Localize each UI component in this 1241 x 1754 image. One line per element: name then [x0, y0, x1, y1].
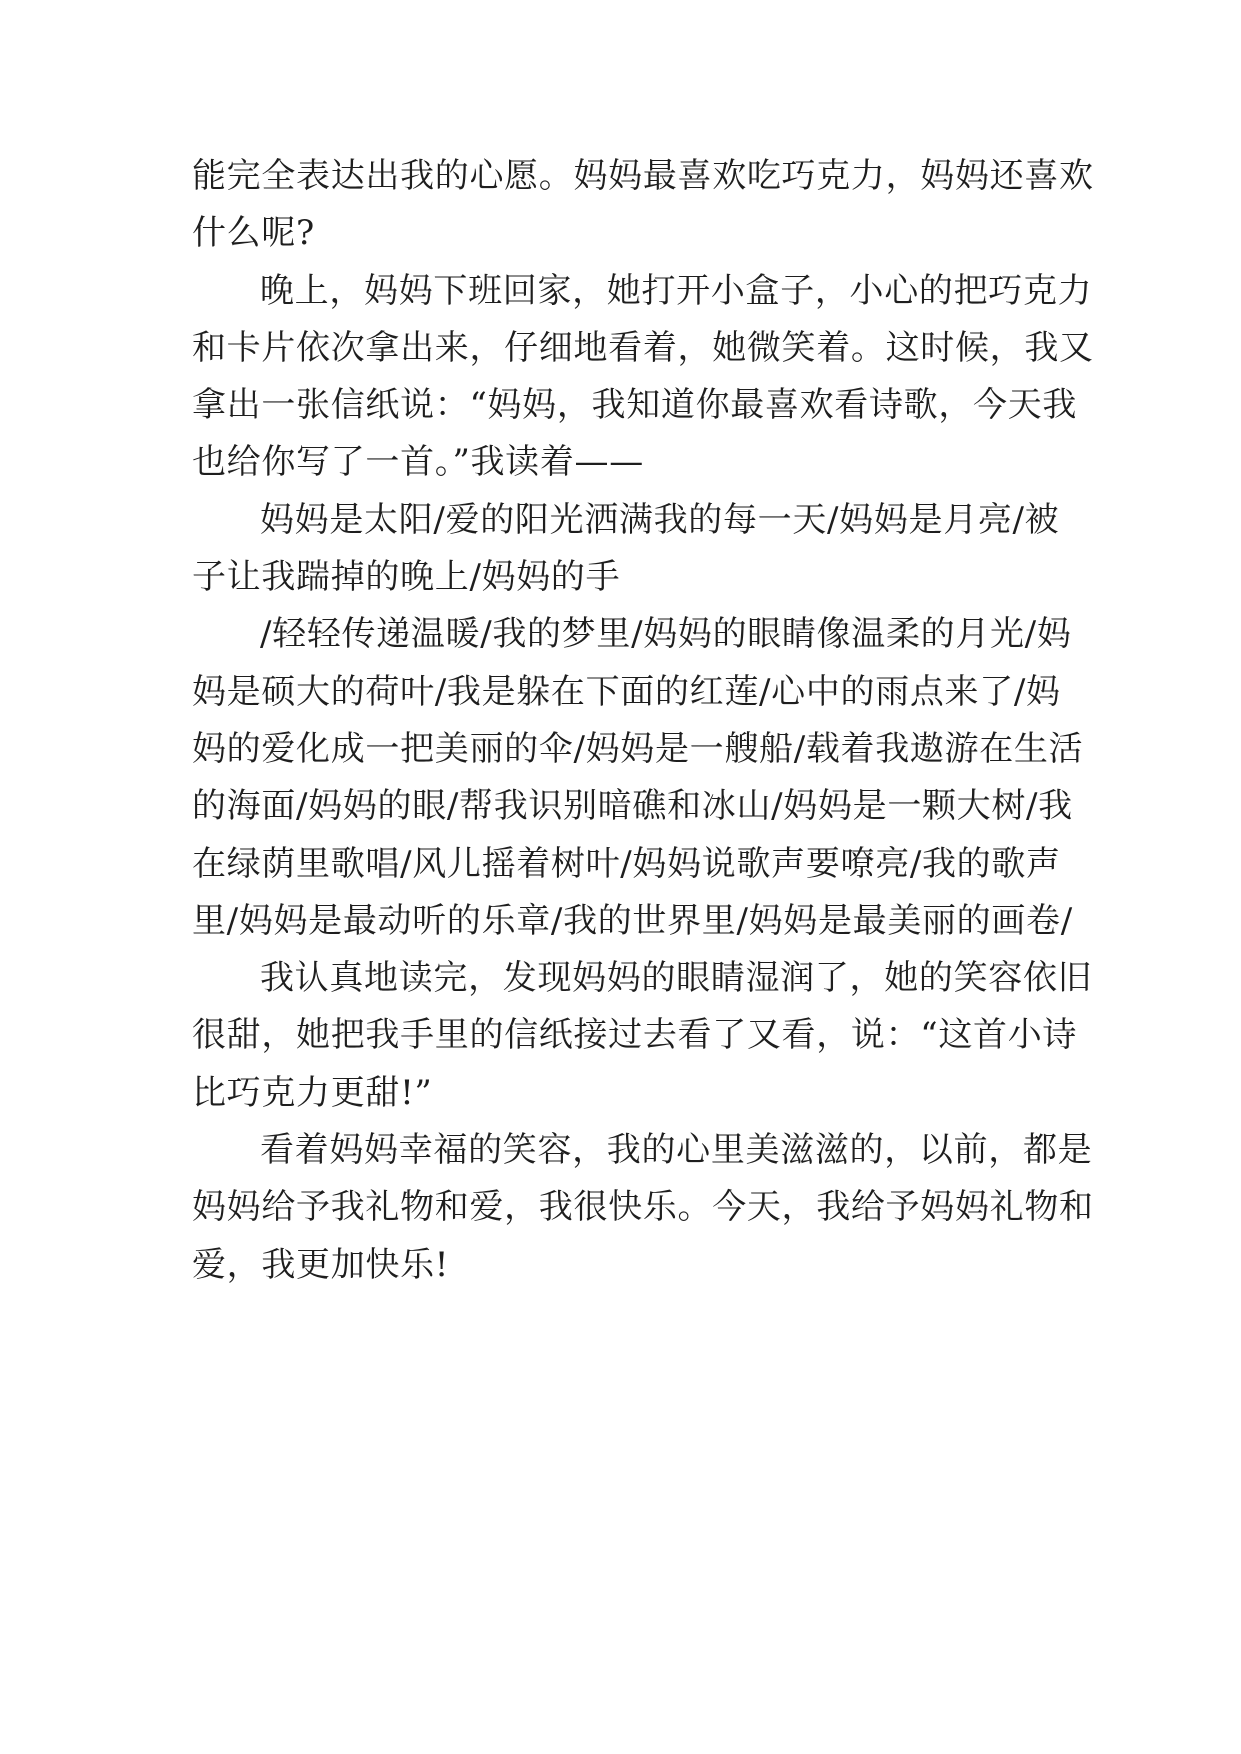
text-line: 比巧克力更甜!” — [192, 1072, 433, 1113]
text-line: 晚上，妈妈下班回家，她打开小盒子，小心的把巧克力 — [260, 270, 1093, 311]
text-line: 在绿荫里歌唱/风儿摇着树叶/妈妈说歌声要嘹亮/我的歌声 — [192, 843, 1061, 884]
text-line: 也给你写了一首。”我读着—— — [192, 442, 644, 483]
text-line: 妈是硕大的荷叶/我是躲在下面的红莲/心中的雨点来了/妈 — [192, 671, 1061, 712]
text-line: 看着妈妈幸福的笑容，我的心里美滋滋的，以前，都是 — [260, 1130, 1093, 1171]
text-line: 我认真地读完，发现妈妈的眼睛湿润了，她的笑容依旧 — [260, 958, 1093, 999]
text-line: 妈妈给予我礼物和爱，我很快乐。今天，我给予妈妈礼物和 — [192, 1187, 1094, 1228]
text-line: 妈妈是太阳/爱的阳光洒满我的每一天/妈妈是月亮/被 — [260, 499, 1060, 540]
text-line: 里/妈妈是最动听的乐章/我的世界里/妈妈是最美丽的画卷/ — [192, 900, 1073, 941]
text-line: 妈的爱化成一把美丽的伞/妈妈是一艘船/载着我遨游在生活 — [192, 728, 1084, 769]
text-line: 的海面/妈妈的眼/帮我识别暗礁和冰山/妈妈是一颗大树/我 — [192, 786, 1073, 827]
text-line: 拿出一张信纸说：“妈妈，我知道你最喜欢看诗歌，今天我 — [192, 385, 1078, 426]
text-line: 子让我踹掉的晚上/妈妈的手 — [192, 557, 621, 598]
text-line: 很甜，她把我手里的信纸接过去看了又看，说：“这首小诗 — [192, 1015, 1078, 1056]
text-line: 什么呢? — [192, 213, 315, 254]
text-line: 和卡片依次拿出来，仔细地看着，她微笑着。这时候，我又 — [192, 327, 1094, 368]
text-line: /轻轻传递温暖/我的梦里/妈妈的眼睛像温柔的月光/妈 — [260, 614, 1072, 655]
document-body — [192, 148, 1094, 1294]
text-line: 能完全表达出我的心愿。妈妈最喜欢吃巧克力，妈妈还喜欢 — [192, 156, 1094, 196]
text-line: 爱，我更加快乐! — [192, 1244, 450, 1285]
